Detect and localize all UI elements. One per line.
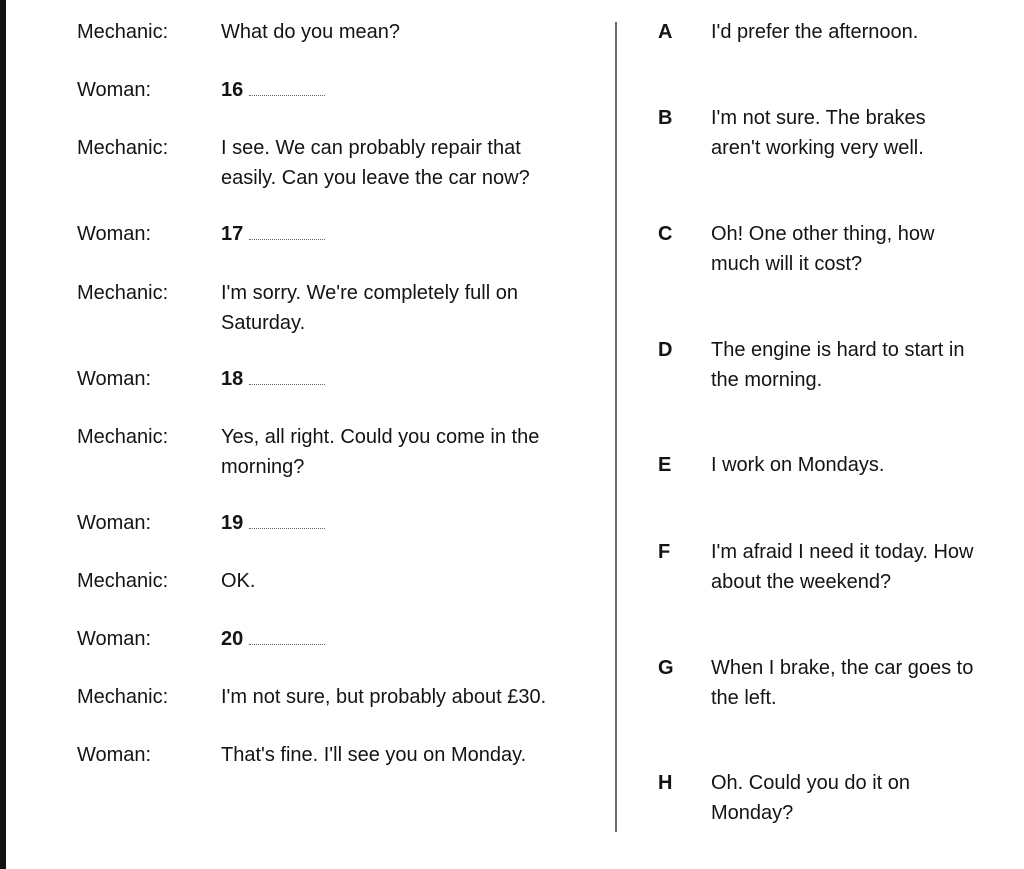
dialogue-line: What do you mean? [221, 21, 400, 43]
answer-blank[interactable] [249, 373, 325, 385]
answer-blank[interactable] [249, 228, 325, 240]
dialogue-line: OK. [221, 570, 256, 592]
option-text-f: I'm afraid I need it today. How about the weekend? [711, 541, 974, 593]
speaker-label: Mechanic: [77, 570, 169, 592]
option-text-b: I'm not sure. The brakes aren't working very well. [711, 107, 926, 159]
gap-number: 19 [221, 512, 244, 534]
option-text-g: When I brake, the car goes to the left. [711, 657, 974, 709]
answer-blank[interactable] [249, 84, 325, 96]
dialogue-line: That's fine. I'll see you on Monday. [221, 744, 527, 766]
option-letter-c: C [658, 223, 673, 245]
speaker-label: Mechanic: [77, 282, 169, 304]
dialogue-line: I'm not sure, but probably about £30. [221, 686, 547, 708]
answer-gap[interactable] [221, 624, 601, 654]
speaker-label: Mechanic: [77, 426, 169, 448]
option-text-c: Oh! One other thing, how much will it cost? [711, 223, 935, 275]
option-text-e: I work on Mondays. [711, 454, 885, 476]
option-letter-f: F [658, 541, 671, 563]
answer-blank[interactable] [249, 633, 325, 645]
answer-gap[interactable] [221, 364, 601, 394]
speaker-label: Woman: [77, 628, 152, 650]
left-edge-border [0, 0, 6, 869]
speaker-label: Woman: [77, 368, 152, 390]
speaker-label: Mechanic: [77, 686, 169, 708]
speaker-label: Mechanic: [77, 137, 169, 159]
option-letter-b: B [658, 107, 673, 129]
gap-number: 18 [221, 368, 244, 390]
gap-number: 17 [221, 223, 244, 245]
dialogue-line: I see. We can probably repair that easily. Can you leave the car now? [221, 137, 530, 189]
option-text-d: The engine is hard to start in the morning. [711, 339, 965, 391]
column-divider [615, 22, 617, 832]
speaker-label: Woman: [77, 744, 152, 766]
speaker-label: Woman: [77, 512, 152, 534]
answer-gap[interactable] [221, 219, 601, 249]
answer-blank[interactable] [249, 517, 325, 529]
speaker-label: Woman: [77, 79, 152, 101]
dialogue-line: I'm sorry. We're completely full on Saturday. [221, 282, 518, 334]
option-letter-g: G [658, 657, 674, 679]
option-letter-a: A [658, 21, 673, 43]
answer-gap[interactable] [221, 508, 601, 538]
speaker-label: Woman: [77, 223, 152, 245]
gap-number: 16 [221, 79, 244, 101]
answer-gap[interactable] [221, 75, 601, 105]
option-text-h: Oh. Could you do it on Monday? [711, 772, 911, 824]
option-text-a: I'd prefer the afternoon. [711, 21, 919, 43]
gap-number: 20 [221, 628, 244, 650]
option-letter-h: H [658, 772, 673, 794]
option-letter-e: E [658, 454, 672, 476]
dialogue-line: Yes, all right. Could you come in the morning? [221, 426, 540, 478]
speaker-label: Mechanic: [77, 21, 169, 43]
option-letter-d: D [658, 339, 673, 361]
